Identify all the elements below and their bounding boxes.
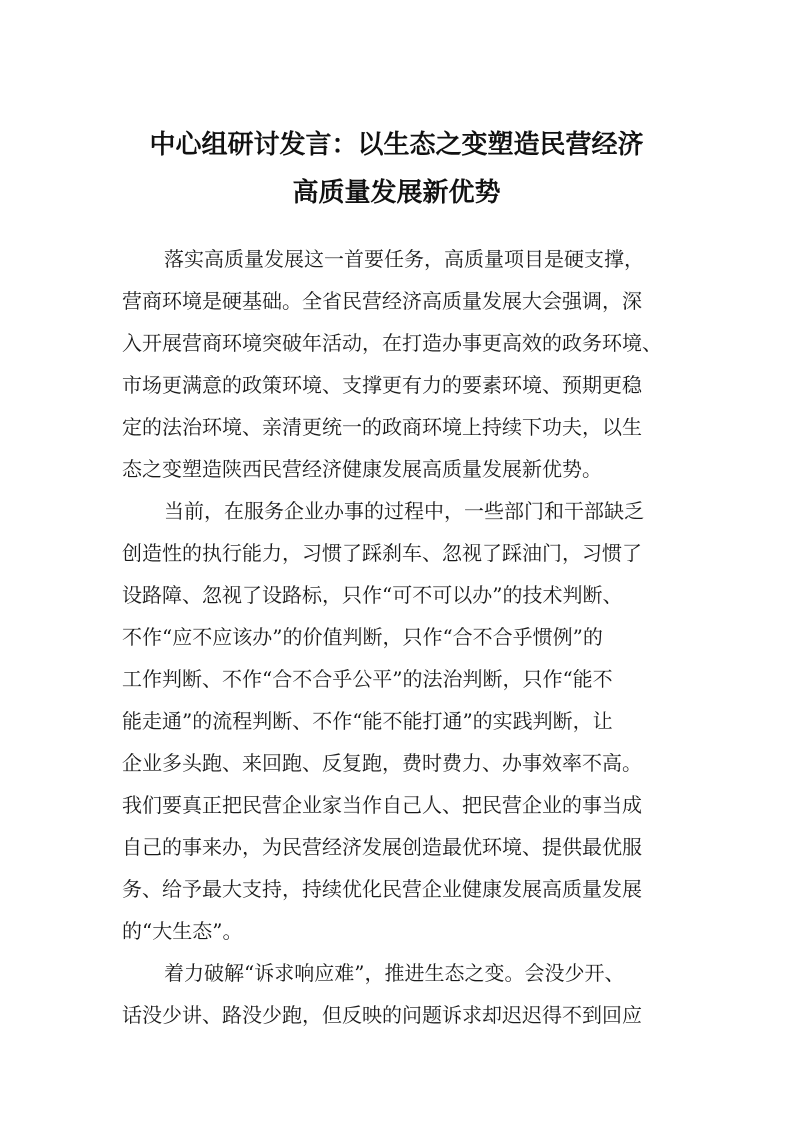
paragraph-1-line-2: 营商环境是硬基础。全省民营经济高质量发展大会强调，深 — [122, 289, 642, 313]
paragraph-1-line-1: 落实高质量发展这一首要任务，高质量项目是硬支撑， — [164, 247, 644, 271]
paragraph-2-line-2: 创造性的执行能力，习惯了踩刹车、忽视了踩油门，习惯了 — [122, 541, 642, 565]
paragraph-2-line-9: 自己的事来办，为民营经济发展创造最优环境、提供最优服 — [122, 835, 642, 859]
paragraph-2-line-8: 我们要真正把民营企业家当作自己人、把民营企业的事当成 — [122, 793, 642, 817]
paragraph-1-line-4: 市场更满意的政策环境、支撑更有力的要素环境、预期更稳 — [122, 373, 642, 397]
paragraph-2-line-5: 工作判断、不作“合不合乎公平”的法治判断，只作“能不 — [122, 667, 613, 691]
paragraph-2-line-10: 务、给予最大支持，持续优化民营企业健康发展高质量发展 — [122, 877, 642, 901]
paragraph-2-line-11: 的“大生态”。 — [122, 919, 243, 943]
paragraph-2-line-4: 不作“应不应该办”的价值判断，只作“合不合乎惯例”的 — [122, 625, 603, 649]
paragraph-1-line-5: 定的法治环境、亲清更统一的政商环境上持续下功夫，以生 — [122, 415, 642, 439]
paragraph-3-line-2: 话没少讲、路没少跑，但反映的问题诉求却迟迟得不到回应 — [122, 1003, 642, 1027]
document-title-line-2: 高质量发展新优势 — [292, 178, 501, 208]
document-body — [122, 238, 682, 1036]
paragraph-2-line-6: 能走通”的流程判断、不作“能不能打通”的实践判断，让 — [122, 709, 613, 733]
paragraph-3-line-1: 着力破解“诉求响应难”，推进生态之变。会没少开、 — [164, 961, 625, 985]
paragraph-1-line-3: 入开展营商环境突破年活动，在打造办事更高效的政务环境、 — [122, 331, 662, 355]
paragraph-2-line-1: 当前，在服务企业办事的过程中，一些部门和干部缺乏 — [164, 499, 644, 523]
paragraph-2-line-7: 企业多头跑、来回跑、反复跑，费时费力、办事效率不高。 — [122, 751, 642, 775]
document-title-line-1: 中心组研讨发言：以生态之变塑造民营经济 — [149, 130, 644, 160]
paragraph-2-line-3: 设路障、忽视了设路标，只作“可不可以办”的技术判断、 — [122, 583, 623, 607]
paragraph-1-line-6: 态之变塑造陕西民营经济健康发展高质量发展新优势。 — [122, 457, 602, 481]
